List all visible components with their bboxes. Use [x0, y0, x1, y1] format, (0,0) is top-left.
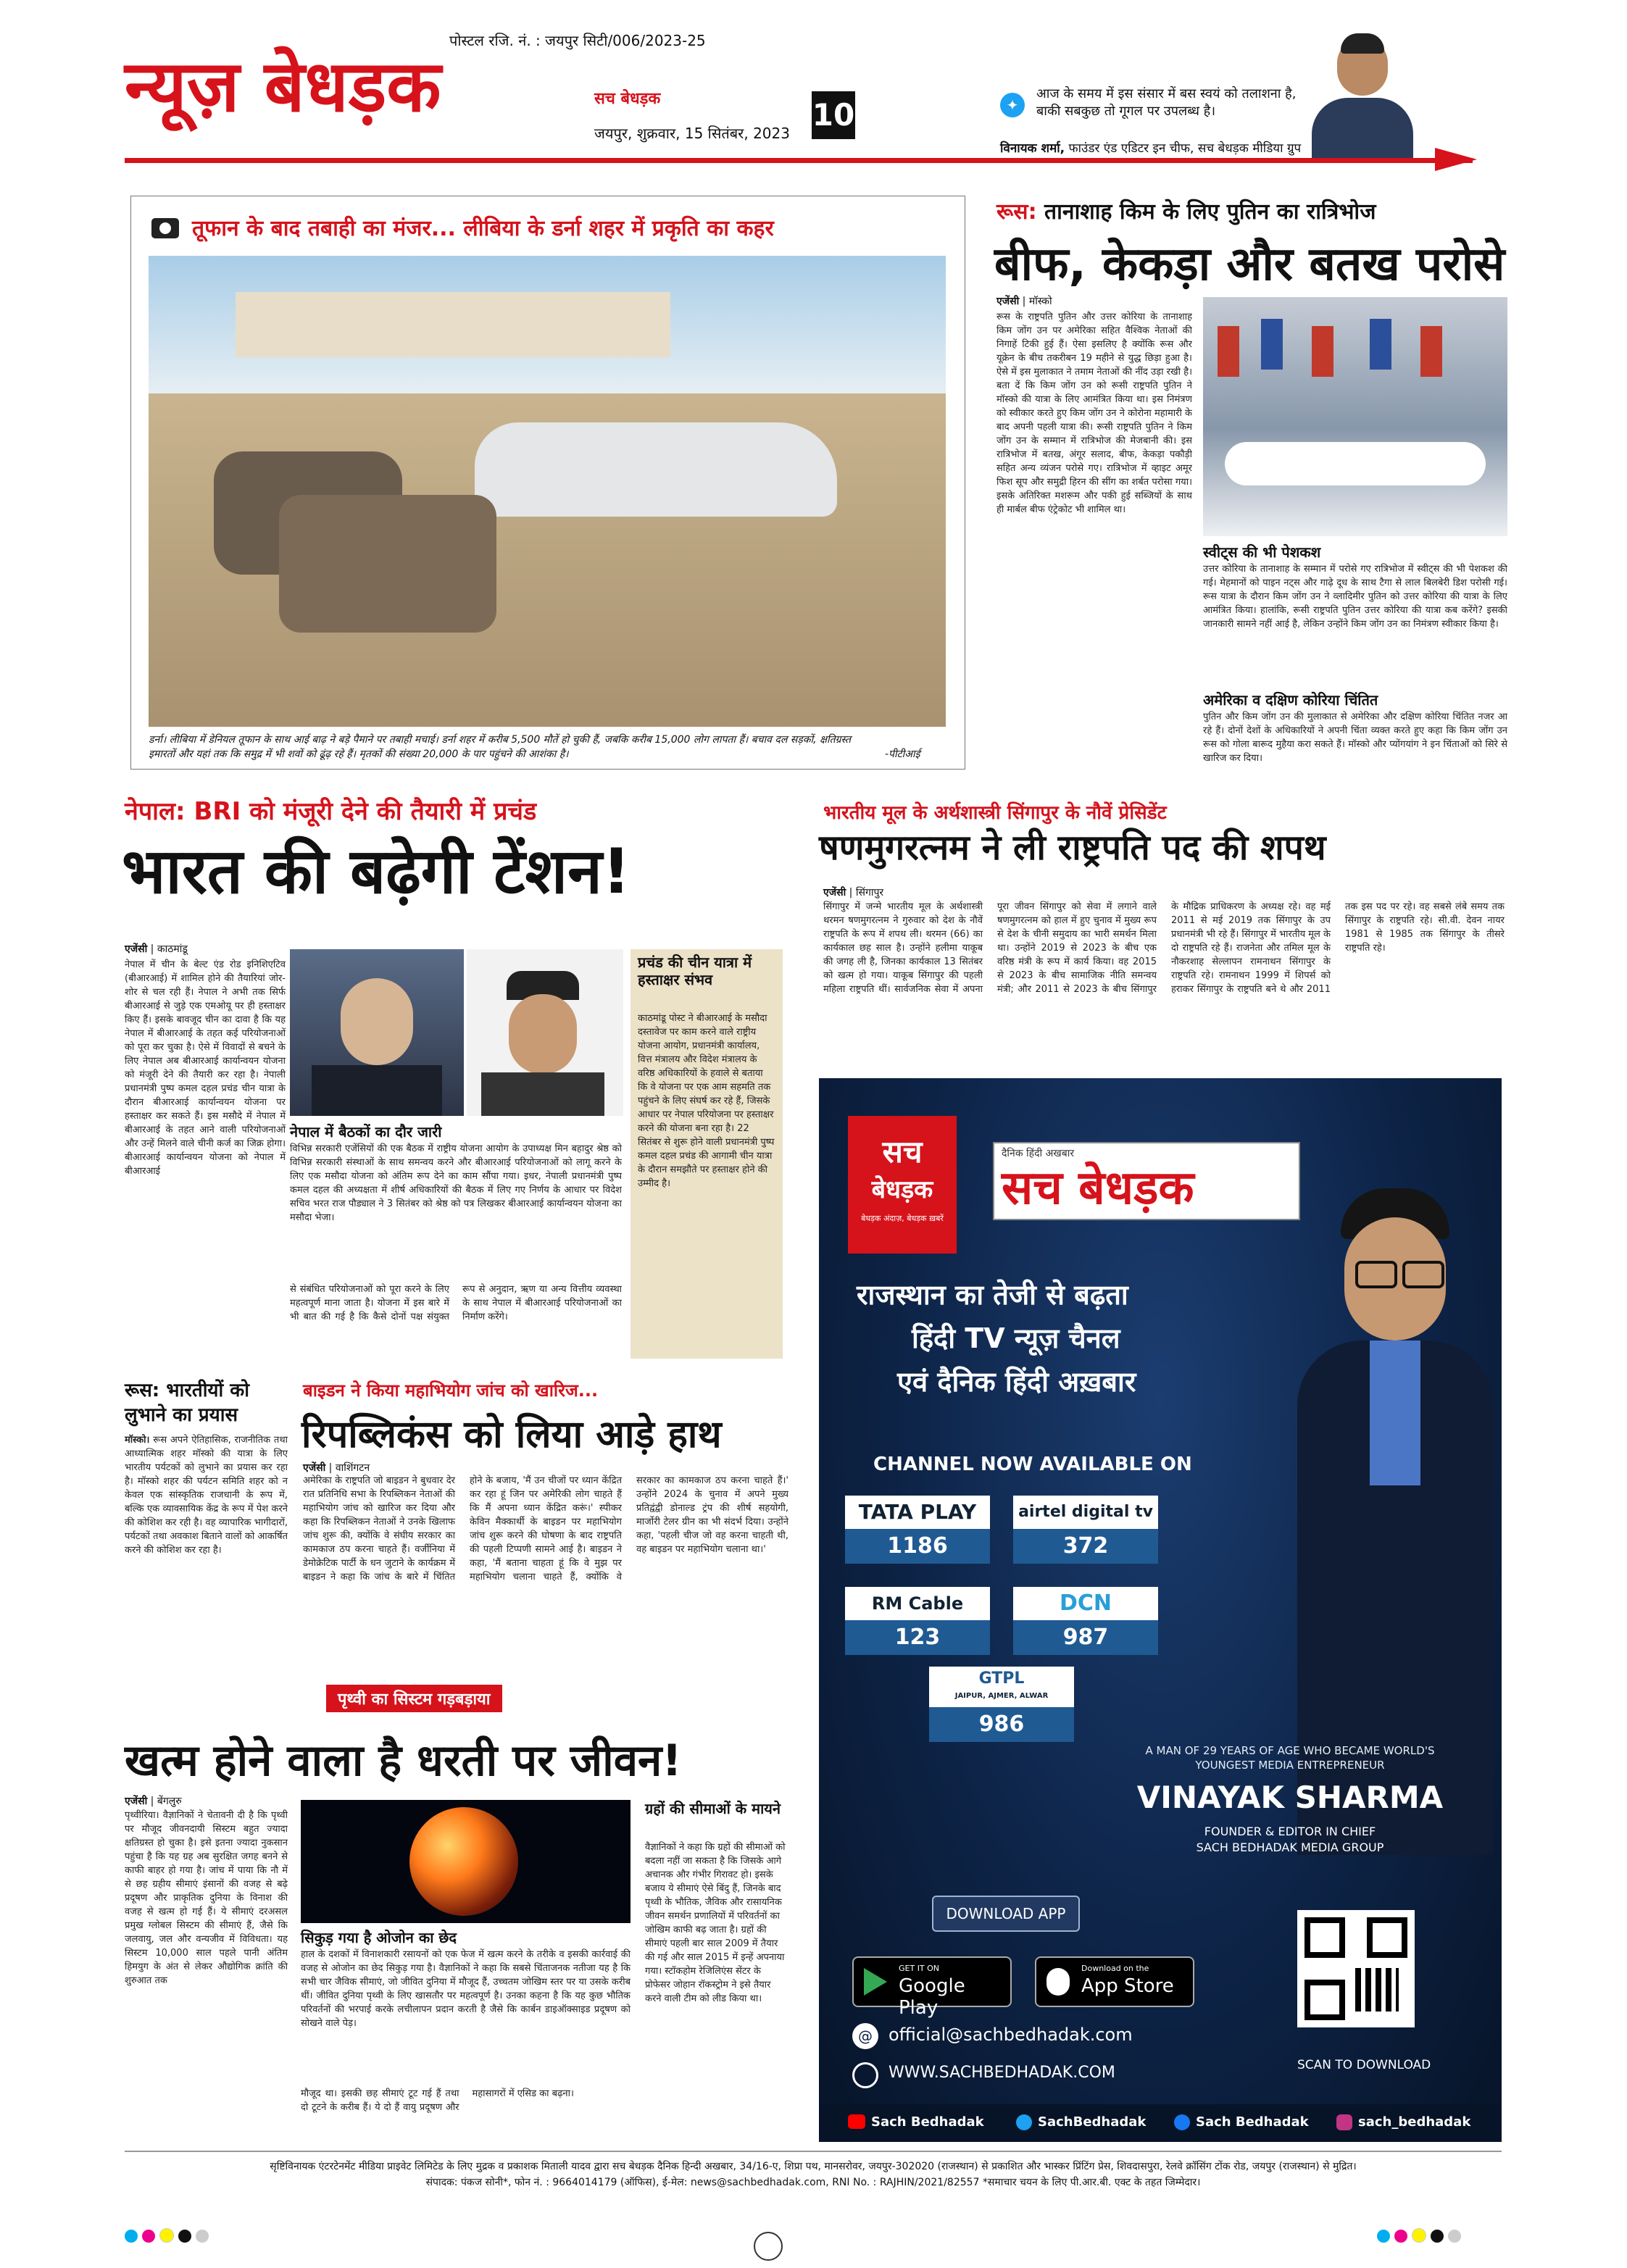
russia-sub2: अमेरिका व दक्षिण कोरिया चिंतित	[1203, 691, 1378, 709]
earth-body: पृथ्वीरिया। वैज्ञानिकों ने चेतावनी दी है कि पृथ्वी पर मौजूद जीवनदायी सिस्टम बहुत ज्यादा क्षतिग्रस्त हो चुका है। इसे इतना ज्यादा नुकसान पहुंचा है कि यह ग्रह अब सुरक्षित जगह बनने से काफी बाहर हो गया है। जांच में पाया कि नौ में से छह ग्रहीय सीमाएं इंसानों की वजह से बढ़े प्रदूषण और प्राकृतिक दुनिया के विनाश की वजह से खत्म हो गई हैं। ये सीमाएं दरअसल प्रमुख ग्लोबल सिस्टम की सीमाएं हैं, जैसे कि जलवायु, जल और वन्यजीव में विविधता। यह सिस्टम 10,000 साल पहले पानी अंतिम हिमयुग के अंत से लेकर औद्योगिक क्रांति की शुरुआत तक	[125, 1810, 288, 1986]
earth-kicker: पृथ्वी का सिस्टम गड़बड़ाया	[326, 1685, 502, 1712]
channel-rmcable-name: RM Cable	[845, 1587, 990, 1620]
registration-marks-left	[125, 2228, 213, 2246]
russia-kicker-text: तानाशाह किम के लिए पुतिन का रात्रिभोज	[1044, 199, 1376, 225]
google-play-icon	[864, 1968, 887, 1996]
earth-globe	[409, 1807, 518, 1916]
app-store-small: Download on the	[1081, 1964, 1149, 1973]
social-facebook[interactable]: Sach Bedhadak	[1196, 2114, 1309, 2130]
ad-tagline-2: हिंदी TV न्यूज़ चैनल	[912, 1322, 1120, 1354]
ad-daily-name: सच बेधड़क	[1002, 1162, 1194, 1215]
google-play-label: Google Play	[899, 1975, 965, 2019]
apple-icon	[1046, 1968, 1070, 1996]
channel-gtpl-logo	[929, 1667, 1074, 1707]
channel-rmcable	[845, 1587, 990, 1655]
biden-kicker: बाइडन ने किया महाभियोग जांच को खारिज...	[303, 1380, 599, 1401]
channel-airtel	[1013, 1496, 1158, 1564]
social-twitter[interactable]: SachBedhadak	[1038, 2114, 1147, 2130]
channel-gtpl-name: GTPL	[978, 1669, 1025, 1688]
globe-icon	[852, 2062, 878, 2088]
ad-tagline-3: एवं दैनिक हिंदी अख़बार	[897, 1366, 1136, 1398]
nepal-kicker-text: BRI को मंजूरी देने की तैयारी में प्रचंड	[194, 797, 537, 826]
nepal-side-head: प्रचंड की चीन यात्रा में हस्ताक्षर संभव	[638, 954, 752, 988]
earth-photo	[301, 1800, 631, 1923]
channel-tataplay-number: 1186	[845, 1529, 990, 1564]
nepal-place: काठमांडू	[157, 943, 188, 955]
russia-kicker-label: रूस:	[996, 199, 1037, 225]
russia-agency: एजेंसी	[996, 296, 1020, 307]
nepal-meeting-head: नेपाल में बैठकों का दौर जारी	[290, 1123, 442, 1141]
masthead-title: न्यूज़ बेधड़क	[125, 46, 441, 128]
libya-headline: तूफान के बाद तबाही का मंजर... लीबिया के डर्ना शहर में प्रकृति का कहर	[192, 216, 774, 241]
russia-kicker	[996, 196, 1376, 225]
page-number: 10	[812, 91, 855, 139]
camera-icon	[151, 218, 179, 238]
instagram-icon	[1336, 2114, 1352, 2130]
russia-tourism-head: रूस: भारतीयों को लुभाने का प्रयास	[125, 1380, 249, 1426]
ad-person-role1: FOUNDER & EDITOR IN CHIEF	[1204, 1825, 1376, 1838]
channel-gtpl-small: JAIPUR, AJMER, ALWAR	[954, 1692, 1049, 1700]
ad-email[interactable]: official@sachbedhadak.com	[889, 2025, 1133, 2045]
social-instagram[interactable]: sach_bedhadak	[1358, 2114, 1471, 2130]
singapore-place: सिंगापुर	[855, 887, 884, 899]
nepal-body: नेपाल में चीन के बेल्ट एंड रोड इनिशिएटिव (बीआरआई) में शामिल होने की तैयारियां जोर-शोर से चल रही हैं। नेपाल ने अभी तक सिर्फ बीआरआई से जुड़े एक एमओयू पर ही हस्ताक्षर किए हैं। इसके बावजूद चीन का दावा है कि यह नेपाल में बीआरआई के तहत कई परियोजनाओं को पूरा कर चुका है। ऐसे में विवादों से बचने के लिए नेपाल अब बीआरआई कार्यान्वयन योजना को मंजूरी देने की तैयारी कर रहा है। नेपाली प्रधानमंत्री पुष्प कमल दहल प्रचंड चीन यात्रा के दौरान बीआरआई कार्यान्वयन योजना पर हस्ताक्षर कर सकते हैं। इस मसौदे में नेपाल में बीआरआई के तहत आने वाली परियोजनाओं और उन्हें मिलने वाले चीनी कर्ज का जिक्र होगा। बीआरआई कार्यान्वयन योजना को नेपाल में बीआरआई	[125, 959, 286, 1177]
nepal-photo-prachanda	[467, 949, 623, 1116]
masthead-dateline: जयपुर, शुक्रवार, 15 सितंबर, 2023	[594, 125, 790, 142]
twitter-icon: ✦	[1000, 93, 1025, 117]
ozone-body2: मौजूद था। इसकी छह सीमाएं टूट गई हैं तथा दो टूटने के करीब हैं। ये दो हैं वायु प्रदूषण और महासागरों में एसिड का बढ़ना।	[301, 2088, 574, 2113]
nepal-kicker-label: नेपाल:	[125, 797, 186, 826]
channel-dcn-number: 987	[1013, 1620, 1158, 1655]
google-play-badge[interactable]	[852, 1956, 1012, 2019]
singapore-agency: एजेंसी	[823, 887, 846, 899]
russia-sub1-body: उत्तर कोरिया के तानाशाह के सम्मान में परोसे गए रात्रिभोज में स्वीट्स की भी पेशकश की गई। मेहमानों को पाइन नट्स और गाढ़े दूध के साथ टैगा से लाल बिलबेरी डिश परोसी गई। रूस यात्रा के दौरान किम जोंग उन ने व्लादिमीर पुतिन को उत्तर कोरिया की यात्रा के लिए आमंत्रित किया। हालांकि, रूसी राष्ट्रपति पुतिन उत्तर कोरिया की यात्रा कब करेंगे? इसकी जानकारी सामने नहीं आई है, लेकिन उन्होंने किम जोंग उन का निमंत्रण स्वीकार किया है।	[1203, 564, 1507, 630]
russia-tourism-text: रूस अपने ऐतिहासिक, राजनीतिक तथा आध्यात्मिक शहर मॉस्को की यात्रा के लिए भारतीय पर्यटकों को लुभाने का प्रयास कर रहा है। मॉस्को शहर की पर्यटन समिति शहर को न केवल एक सांस्कृतिक राजधानी के रूप में, बल्कि एक व्यावसायिक केंद्र के रूप में पेश करने की कोशिश कर रही है। वह व्यापारिक भागीदारों, पर्यटकों तथा अवकाश बिताने वालों को आकर्षित करने की कोशिश कर रहा है।	[125, 1435, 288, 1556]
biden-headline: रिपब्लिकंस को लिया आड़े हाथ	[301, 1413, 722, 1456]
singapore-kicker: भारतीय मूल के अर्थशास्त्री सिंगापुर के नौवें प्रेसिडेंट	[823, 802, 1167, 824]
quote-author-name: विनायक शर्मा,	[1000, 141, 1065, 156]
quote-author	[1000, 139, 1301, 156]
biden-place: वाशिंगटन	[335, 1462, 370, 1474]
earth-side-head: ग्रहों की सीमाओं के मायने	[645, 1800, 781, 1817]
russia-place: मॉस्को	[1028, 296, 1052, 307]
nepal-dateline: एजेंसी | काठमांडू	[125, 943, 188, 955]
ad-logo-small: बेधड़क अंदाज़, बेधड़क ख़बरें	[861, 1214, 944, 1223]
ad-person-role2: SACH BEDHADAK MEDIA GROUP	[1196, 1840, 1384, 1854]
ad-logo-line1: सच	[882, 1134, 923, 1170]
channel-tataplay-name: TATA PLAY	[845, 1496, 990, 1529]
biden-dateline: एजेंसी | वाशिंगटन	[303, 1462, 370, 1474]
registration-marks-center	[754, 2232, 783, 2261]
russia-photo	[1203, 297, 1507, 536]
footer-line2: संपादक: पंकज सोनी*, फोन नं. : 9664014179 (ऑफिस), ई-मेल: news@sachbedhadak.com, RNI No. : RAJHIN/2021/82557 *समाचार चयन के लिए पी.आर.बी. एक्ट के तहत जिम्मेदार।	[425, 2177, 1201, 2188]
ad-person-note: A MAN OF 29 YEARS OF AGE WHO BECAME WORLD'S YOUNGEST MEDIA ENTREPRENEUR	[1145, 1744, 1435, 1772]
download-app-label: DOWNLOAD APP	[946, 1905, 1066, 1922]
masthead-tagline: सच बेधड़क	[594, 90, 661, 108]
nepal-kicker	[125, 793, 536, 827]
russia-sub2-body: पुतिन और किम जोंग उन की मुलाकात से अमेरिका और दक्षिण कोरिया चिंतित नजर आ रहे हैं। दोनों देशों के अधिकारियों ने अपनी चिंता व्यक्त करते हुए कहा कि किम जोंग उन रूस को गोला बारूद मुहैया करा सकते हैं। मॉस्को और प्योंगयांग ने इन चिंताओं को सिरे से खारिज कर दिया।	[1203, 712, 1507, 764]
earth-place: बेंगलुरु	[157, 1796, 182, 1807]
nepal-meeting-body2: से संबंधित परियोजनाओं को पूरा करने के लिए महत्वपूर्ण माना जाता है। योजना में इस बारे में भी बात की गई है कि कैसे दोनों पक्ष संयुक्त रूप से अनुदान, ऋण या अन्य वित्तीय व्यवस्था के साथ नेपाल में बीआरआई परियोजनाओं का निर्माण करेंगे।	[290, 1284, 622, 1322]
ad-logo-block	[848, 1116, 957, 1254]
nepal-agency: एजेंसी	[125, 943, 148, 955]
youtube-icon	[848, 2114, 865, 2129]
masthead-rule	[125, 158, 1473, 163]
quote-author-role: फाउंडर एंड एडिटर इन चीफ, सच बेधड़क मीडिया ग्रुप	[1068, 141, 1302, 156]
app-store-label: App Store	[1081, 1975, 1174, 1997]
channel-airtel-number: 372	[1013, 1529, 1158, 1564]
ad-website[interactable]: WWW.SACHBEDHADAK.COM	[889, 2064, 1115, 2082]
channel-dcn	[1013, 1587, 1158, 1655]
russia-tourism-body	[125, 1433, 288, 1672]
ad-person-name: VINAYAK SHARMA	[1136, 1780, 1444, 1815]
channel-rmcable-number: 123	[845, 1620, 990, 1655]
ad-tagline-1: राजस्थान का तेजी से बढ़ता	[857, 1279, 1128, 1311]
nepal-meeting-body: विभिन्न सरकारी एजेंसियों की एक बैठक में राष्ट्रीय योजना आयोग के उपाध्यक्ष मिन बहादुर श्रेष्ठ को विभिन्न सरकारी संस्थाओं के साथ समन्वय करने और बीआरआई परियोजनाओं को लागू करने के लिए एक मसौदा योजना को अंतिम रूप देने का काम सौंपा गया। इधर, नेपाली प्रधानमंत्री पुष्प कमल दहल की अध्यक्षता में शीर्ष अधिकारियों की बैठक में लिए गए निर्णय के आधार पर विदेश सचिव भरत राज पौड्याल ने 3 सितंबर को श्रेष्ठ को पत्र लिखकर बीआरआई कार्यान्वयन योजना का मसौदा भेजा।	[290, 1143, 622, 1223]
editor-portrait	[1304, 29, 1420, 159]
nepal-photo-xi	[290, 949, 464, 1116]
footer-line1: सृष्टिविनायक एंटरटेनमेंट मीडिया प्राइवेट लिमिटेड के लिए मुद्रक व प्रकाशक मिताली यादव द्वारा सच बेधड़क दैनिक हिन्दी अखबार, 34/16-ए, शिप्रा पथ, मानसरोवर, जयपुर-302020 (राजस्थान) से प्रकाशित और भास्कर प्रिंटिंग प्रेस, शिवदासपुरा, रेलवे क्रॉसिंग टोंक रोड, जयपुर (राजस्थान) से मुद्रित।	[270, 2161, 1357, 2172]
facebook-icon	[1174, 2114, 1190, 2130]
earth-dateline: एजेंसी | बेंगलुरु	[125, 1796, 182, 1807]
ad-daily-box	[993, 1142, 1300, 1220]
singapore-body: सिंगापुर में जन्मे भारतीय मूल के अर्थशास्त्री थरमन षणमुगरत्नम ने गुरुवार को देश के नौवें राष्ट्रपति के रूप में शपथ ली। थरमन (66) का कार्यकाल छह साल है। उन्होंने हलीमा याकूब की जगह ली है, जिनका कार्यकाल 13 सितंबर को खत्म हो गया। याकूब सिंगापुर की पहली महिला राष्ट्रपति थीं। सार्वजनिक सेवा में अपना पूरा जीवन सिंगापुर को सेवा में लगाने वाले षणमुगरत्नम को हाल में हुए चुनाव में मुख्य रूप से देश के चीनी समुदाय का भारी समर्थन मिला था। उन्होंने 2019 से 2023 के बीच एक वरिष्ठ मंत्री के रूप में कार्य किया। वह 2015 से 2023 के बीच सामाजिक नीति समन्वय मंत्री; और 2011 से 2023 के बीच सिंगापुर के मौद्रिक प्राधिकरण के अध्यक्ष रहे। वह मई 2011 से मई 2019 तक सिंगापुर के उप प्रधानमंत्री भी रहे हैं। सिंगापुर में भारतीय मूल के दो राष्ट्रपति रहे हैं। राजनेता और तमिल मूल के नौकरशाह सेल्लापन रामनाथन सिंगापुर के राष्ट्रपति रहे। रामनाथन 1999 में शिपर्स को हराकर सिंगापुर के राष्ट्रपति बने थे और 2011 तक इस पद पर रहे। वह सबसे लंबे समय तक सिंगापुर के राष्ट्रपति रहे। सी.वी. देवन नायर 1981 से 1985 तक सिंगापुर के तीसरे राष्ट्रपति रहे।	[823, 901, 1505, 995]
email-icon: @	[852, 2023, 878, 2049]
singapore-headline: षणमुगरत्नम ने ली राष्ट्रपति पद की शपथ	[819, 827, 1326, 868]
ad-daily-label: दैनिक हिंदी अखबार	[1002, 1148, 1075, 1159]
ozone-body: हाल के दशकों में विनाशकारी रसायनों को एक फेज में खत्म करने के तरीके व इसकी कार्रवाई की वजह से ओजोन का छेद सिकुड़ गया है। वैज्ञानिकों ने कहा कि सबसे चिंताजनक नतीजा यह है कि सभी चार जैविक सीमाएं, जो जीवित दुनिया में मौजूद हैं, उच्चतम जोखिम स्तर पर या उसके करीब थीं। जीवित दुनिया पृथ्वी के लिए खासतौर पर महत्वपूर्ण है। उनका कहना है कि यह कुछ भौतिक परिवर्तनों की भरपाई करके लचीलापन प्रदान करती है जैसे कि कार्बन डाइऑक्साइड प्रदूषण को सोखने वाले पेड़।	[301, 1949, 631, 2029]
libya-photo	[149, 256, 946, 727]
russia-dateline: एजेंसी | मॉस्को	[996, 296, 1052, 307]
channel-airtel-name: airtel digital tv	[1013, 1496, 1158, 1529]
app-store-badge[interactable]	[1035, 1956, 1194, 2007]
footer-rule	[125, 2151, 1502, 2152]
twitter-social-icon	[1016, 2114, 1032, 2130]
ad-scan: SCAN TO DOWNLOAD	[1297, 2058, 1431, 2072]
libya-story	[130, 196, 965, 770]
channel-dcn-name: DCN	[1013, 1587, 1158, 1620]
russia-tourism-place: मॉस्को।	[125, 1435, 150, 1446]
registration-marks-right	[1377, 2228, 1465, 2246]
postal-reg: पोस्टल रजि. नं. : जयपुर सिटी/006/2023-25	[449, 32, 706, 49]
google-play-small: GET IT ON	[899, 1964, 940, 1973]
ad-channel-heading: CHANNEL NOW AVAILABLE ON	[873, 1454, 1192, 1475]
channel-gtpl-number: 986	[929, 1707, 1074, 1742]
biden-agency: एजेंसी	[303, 1462, 326, 1474]
pen-nib-icon	[1435, 148, 1477, 171]
earth-side-body: वैज्ञानिकों ने कहा कि ग्रहों की सीमाओं को बदला नहीं जा सकता है कि जिसके आगे अचानक और गंभीर गिरावट हो। इसके बजाय ये सीमाएं ऐसे बिंदु हैं, जिनके बाद पृथ्वी के भौतिक, जैविक और रासायनिक जीवन समर्थन प्रणालियों में परिवर्तनों का जोखिम काफी बढ़ जाता है। ग्रहों की सीमाएं पहली बार साल 2009 में तैयार की गई और साल 2015 में इन्हें अपनाया गया। स्टॉकहोम रेजिलिएंस सेंटर के प्रोफेसर जोहान रॉकस्ट्रोम ने इसे तैयार करने वाली टीम को लीड किया था।	[645, 1842, 786, 2004]
libya-caption: डर्ना। लीबिया में डेनियल तूफान के साथ आई बाढ़ ने बड़े पैमाने पर तबाही मचाई। डर्ना शहर में करीब 5,500 मौतें हो चुकी हैं, जबकि करीब 15,000 लोग लापता हैं। बचाव दल सड़कों, क्षतिग्रस्त इमारतों और यहां तक कि समुद्र में भी शवों को ढूंढ़ रहे हैं। मृतकों की संख्या 20,000 के पार पहुंचने की आशंका है।	[149, 734, 851, 760]
ozone-head: सिकुड़ गया है ओजोन का छेद	[301, 1929, 457, 1946]
download-app-button[interactable]	[932, 1896, 1080, 1932]
nepal-headline: भारत की बढ़ेगी टेंशन!	[122, 835, 631, 908]
ad-logo-line2: बेधड़क	[871, 1175, 933, 1204]
russia-body: रूस के राष्ट्रपति पुतिन और उत्तर कोरिया के तानाशाह किम जोंग उन पर अमेरिका सहित वैश्विक नेताओं की निगाहें टिकी हुई हैं। ऐसा इसलिए है क्योंकि रूस और यूक्रेन के बीच तकरीबन 19 महीने से युद्ध छिड़ा हुआ है। ऐसे में इस मुलाकात ने तमाम नेताओं की नींद उड़ा रखी है। बता दें कि किम जोंग उन को रूसी राष्ट्रपति पुतिन ने मॉस्को की यात्रा के लिए आमंत्रित किया था। इस निमंत्रण को स्वीकार करते हुए किम जोंग उन ने कोरोना महामारी के बाद अपनी पहली यात्रा की। रूसी राष्ट्रपति पुतिन ने किम जोंग उन के सम्मान में रात्रिभोज की मेजबानी की। इस रात्रिभोज में बतख, अंगूर सलाद, बीफ, केकड़ा पकौड़ी सहित अन्य व्यंजन परोसे गए। रात्रिभोज में व्हाइट अमूर फिश सूप और समुद्री हिरन की सींग का शर्बत परोसा गया। इसके अतिरिक्त मशरूम और पकी हुई सब्जियों के साथ ही मार्बल बीफ एंट्रेकोट भी शामिल था।	[996, 312, 1192, 515]
libya-credit: -पीटीआई	[885, 749, 920, 760]
biden-body: अमेरिका के राष्ट्रपति जो बाइडन ने बुधवार देर रात प्रतिनिधि सभा के रिपब्लिकन नेताओं की महाभियोग जांच को खारिज कर दिया और कहा कि रिपब्लिकन नेताओं ने उनके खिलाफ जांच शुरू की, क्योंकि वे संघीय सरकार का कामकाज ठप करना चाहते हैं। वर्जीनिया में डेमोक्रेटिक पार्टी के धन जुटाने के कार्यक्रम में बाइडन ने कहा कि जांच के बारे में चिंतित होने के बजाय, 'मैं उन चीजों पर ध्यान केंद्रित कर रहा हूं जिन पर अमेरिकी लोग चाहते हैं कि मैं अपना ध्यान केंद्रित करूं।' स्पीकर केविन मैक्कार्थी के बाइडन पर महाभियोग जांच शुरू करने की घोषणा के बाद राष्ट्रपति की पहली टिप्पणी सामने आई है। बाइडन ने कहा, 'मैं बताना चाहता हूं कि वे मुझ पर महाभियोग चलाना चाहते हैं, क्योंकि वे सरकार का कामकाज ठप करना चाहते हैं।' उन्होंने 2024 के चुनाव में अपने मुख्य प्रतिद्वंद्वी डोनाल्ड ट्रंप की शीर्ष सहयोगी, मार्जोरी टेलर ग्रीन का भी संदर्भ दिया। उन्होंने कहा, 'पहली चीज जो वह करना चाहती थी, वह बाइडन पर महाभियोग चलाना था।'	[303, 1475, 788, 1583]
ad-social-bar	[819, 2104, 1502, 2142]
qr-code[interactable]	[1297, 1910, 1415, 2027]
nepal-side-body: काठमांडू पोस्ट ने बीआरआई के मसौदा दस्तावेज पर काम करने वाले राष्ट्रीय योजना आयोग, प्रधानमंत्री कार्यालय, वित्त मंत्रालय और विदेश मंत्रालय के वरिष्ठ अधिकारियों के हवाले से बताया कि वे योजना पर एक आम सहमति तक पहुंचने के लिए संघर्ष कर रहे हैं, जिसके आधार पर नेपाल परियोजना पर हस्ताक्षर करने की योजना बना रहा है। 22 सितंबर से शुरू होने वाली प्रधानमंत्री पुष्प कमल दहल प्रचंड की आगामी चीन यात्रा के दौरान समझौते पर हस्ताक्षर होने की उम्मीद है।	[638, 1013, 775, 1189]
earth-agency: एजेंसी	[125, 1796, 148, 1807]
channel-tataplay	[845, 1496, 990, 1564]
social-youtube[interactable]: Sach Bedhadak	[871, 2114, 984, 2130]
earth-headline: खत्म होने वाला है धरती पर जीवन!	[125, 1735, 682, 1786]
singapore-dateline: एजेंसी | सिंगापुर	[823, 887, 884, 899]
russia-sub1: स्वीट्स की भी पेशकश	[1203, 543, 1321, 561]
russia-headline: बीफ, केकड़ा और बतख परोसे	[994, 238, 1505, 291]
channel-gtpl	[929, 1667, 1074, 1742]
masthead-quote: आज के समय में इस संसार में बस स्वयं को तलाशना है, बाकी सबकुछ तो गूगल पर उपलब्ध है।	[1036, 86, 1297, 119]
